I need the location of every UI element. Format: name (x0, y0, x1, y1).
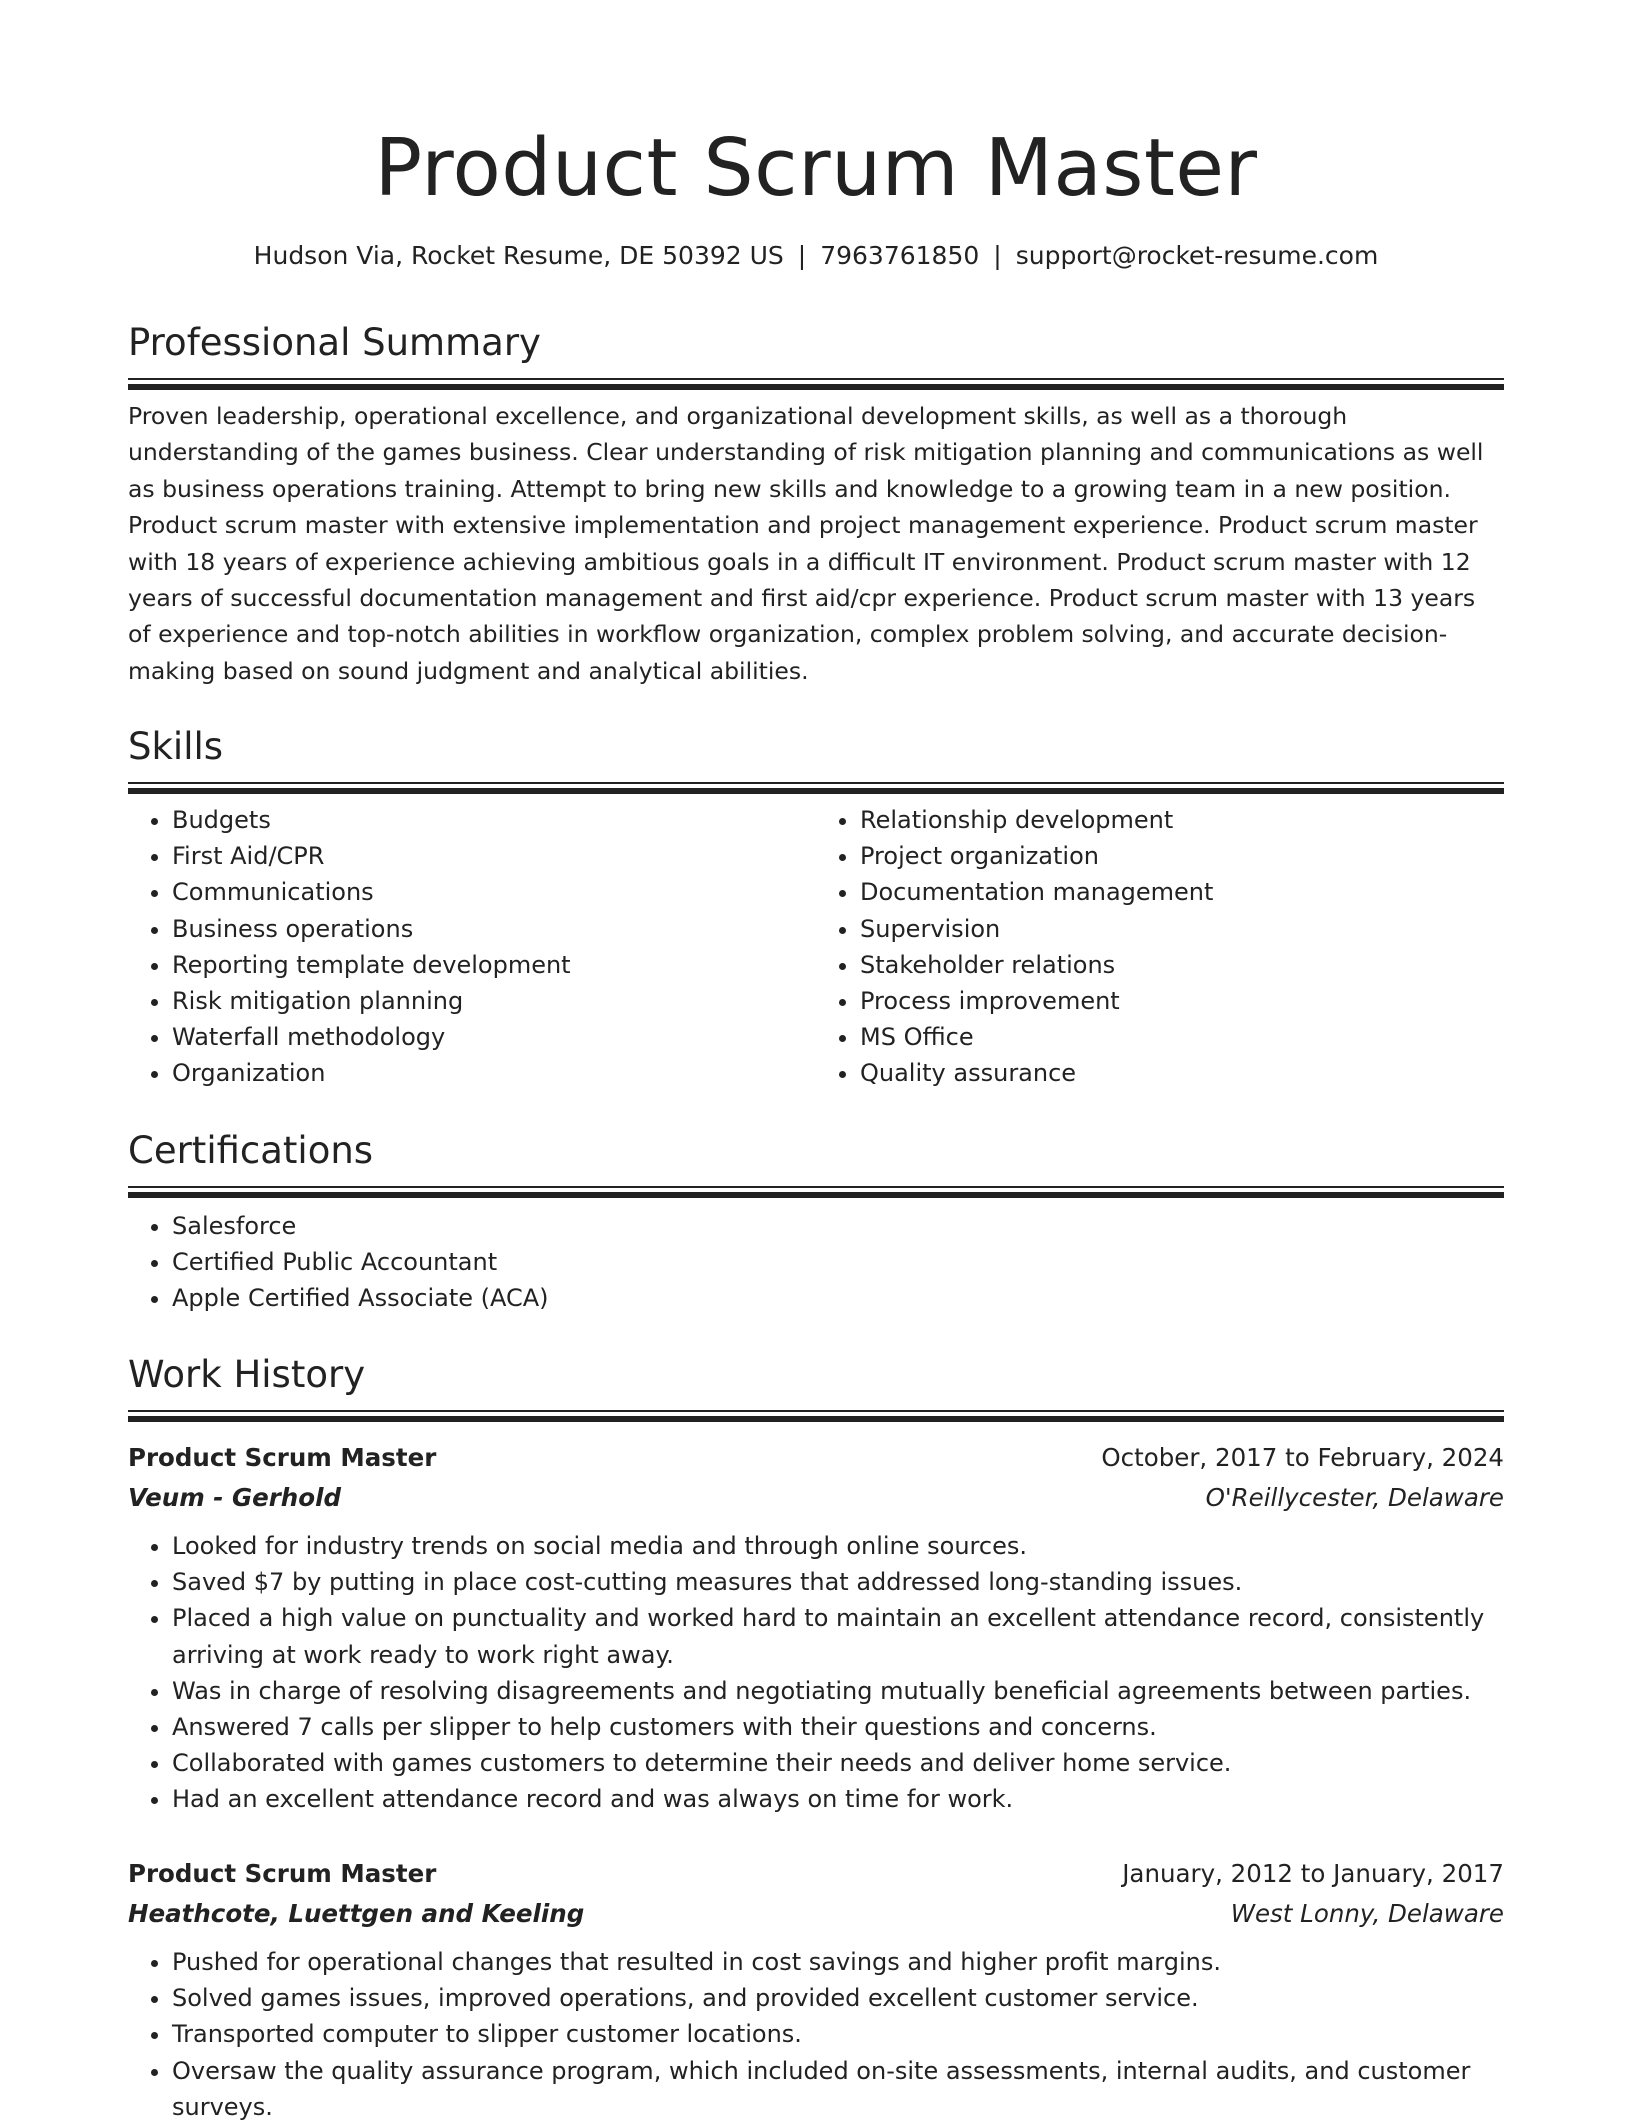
section-divider (128, 782, 1504, 788)
candidate-name: Product Scrum Master (374, 122, 1258, 214)
work-history-section (128, 1350, 1504, 1416)
job-location: West Lonny, Delaware (1230, 1899, 1504, 1928)
job-company: Veum - Gerhold (128, 1483, 342, 1512)
job-bullet: • Had an excellent attendance record and was always on time for work. (172, 1781, 1504, 1817)
skills-section (128, 722, 1504, 1092)
skill-item: • Quality assurance (860, 1055, 1504, 1091)
job-company: Heathcote, Luettgen and Keeling (128, 1899, 585, 1928)
job-bullet: • Placed a high value on punctuality and worked hard to maintain an excellent attendance record, consistently arriving at work ready to work right away. (172, 1600, 1504, 1672)
skill-item: • Process improvement (860, 983, 1504, 1019)
skill-item: • Budgets (172, 802, 816, 838)
contact-address: Hudson Via, Rocket Resume, DE 50392 US (253, 241, 784, 270)
skill-item: • Reporting template development (172, 947, 816, 983)
skill-item: • Organization (172, 1055, 816, 1091)
section-divider (128, 378, 1504, 384)
job-bullet: • Looked for industry trends on social media and through online sources. (172, 1528, 1504, 1564)
contact-phone: 7963761850 (820, 241, 980, 270)
skill-item: • First Aid/CPR (172, 838, 816, 874)
skill-item: • Stakeholder relations (860, 947, 1504, 983)
job-bullet: • Collaborated with games customers to determine their needs and deliver home service. (172, 1745, 1504, 1781)
job-title: Product Scrum Master (128, 1443, 437, 1472)
certification-item: • Salesforce (172, 1208, 1504, 1244)
section-heading-work-history: Work History (128, 1353, 366, 1396)
job-title: Product Scrum Master (128, 1859, 437, 1888)
summary-text: Proven leadership, operational excellence, and organizational development skills, as well as a thorough understanding of the games business. Clear understanding of risk mitigation planning and communications as well as business operations training. Attempt to bring new skills and knowledge to a growing team in a new position. Product scrum master with extensive implementation and project management experience. Product scrum master with 18 years of experience achieving ambitious goals in a difficult IT environment. Product scrum master with 12 years of successful documentation management and first aid/cpr experience. Product scrum master with 13 years of experience and top-notch abilities in workflow organization, complex problem solving, and accurate decision-making based on sound judgment and analytical abilities. (128, 402, 1484, 685)
job-bullet: • Solved games issues, improved operations, and provided excellent customer service. (172, 1980, 1504, 2016)
skill-item: • Business operations (172, 911, 816, 947)
contact-separator: | (797, 241, 807, 270)
certification-item: • Certified Public Accountant (172, 1244, 1504, 1280)
job-header (128, 1438, 1504, 1478)
section-heading-certifications: Certifications (128, 1129, 374, 1172)
job-bullet: • Transported computer to slipper customer locations. (172, 2016, 1504, 2052)
skill-item: • Relationship development (860, 802, 1504, 838)
skill-item: • Waterfall methodology (172, 1019, 816, 1055)
certification-item: • Apple Certified Associate (ACA) (172, 1280, 1504, 1316)
skill-item: • Project organization (860, 838, 1504, 874)
certifications-section (128, 1126, 1504, 1317)
contact-separator: | (993, 241, 1002, 270)
certifications-list (128, 1208, 1504, 1317)
contact-email: support@rocket-resume.com (1015, 241, 1379, 270)
job-bullet: • Saved $7 by putting in place cost-cutting measures that addressed long-standing issues. (172, 1564, 1504, 1600)
job-bullets (128, 1528, 1504, 1818)
job-bullet: • Oversaw the quality assurance program, which included on-site assessments, internal audits, and customer surveys. (172, 2053, 1504, 2125)
section-heading-skills: Skills (128, 725, 224, 768)
job-bullets (128, 1944, 1504, 2125)
skill-item: • Documentation management (860, 874, 1504, 910)
skill-item: • Risk mitigation planning (172, 983, 816, 1019)
job-dates: October, 2017 to February, 2024 (1101, 1443, 1504, 1472)
skill-item: • Communications (172, 874, 816, 910)
job-entry (128, 1854, 1504, 2125)
job-header (128, 1854, 1504, 1894)
section-divider (128, 1410, 1504, 1416)
job-bullet: • Was in charge of resolving disagreements and negotiating mutually beneficial agreements between parties. (172, 1673, 1504, 1709)
skills-list-left (128, 802, 816, 1092)
skill-item: • Supervision (860, 911, 1504, 947)
skill-item: • MS Office (860, 1019, 1504, 1055)
summary-section (128, 318, 1504, 689)
skills-grid (128, 802, 1504, 1092)
job-dates: January, 2012 to January, 2017 (1122, 1859, 1504, 1888)
section-heading-summary: Professional Summary (128, 321, 541, 364)
job-subheader (128, 1478, 1504, 1518)
contact-line (128, 238, 1504, 274)
job-bullet: • Answered 7 calls per slipper to help customers with their questions and concerns. (172, 1709, 1504, 1745)
job-location: O'Reillycester, Delaware (1205, 1483, 1504, 1512)
job-bullet: • Pushed for operational changes that resulted in cost savings and higher profit margins. (172, 1944, 1504, 1980)
job-subheader (128, 1894, 1504, 1934)
skills-list-right (816, 802, 1504, 1092)
section-divider (128, 1186, 1504, 1192)
job-entry (128, 1438, 1504, 1818)
